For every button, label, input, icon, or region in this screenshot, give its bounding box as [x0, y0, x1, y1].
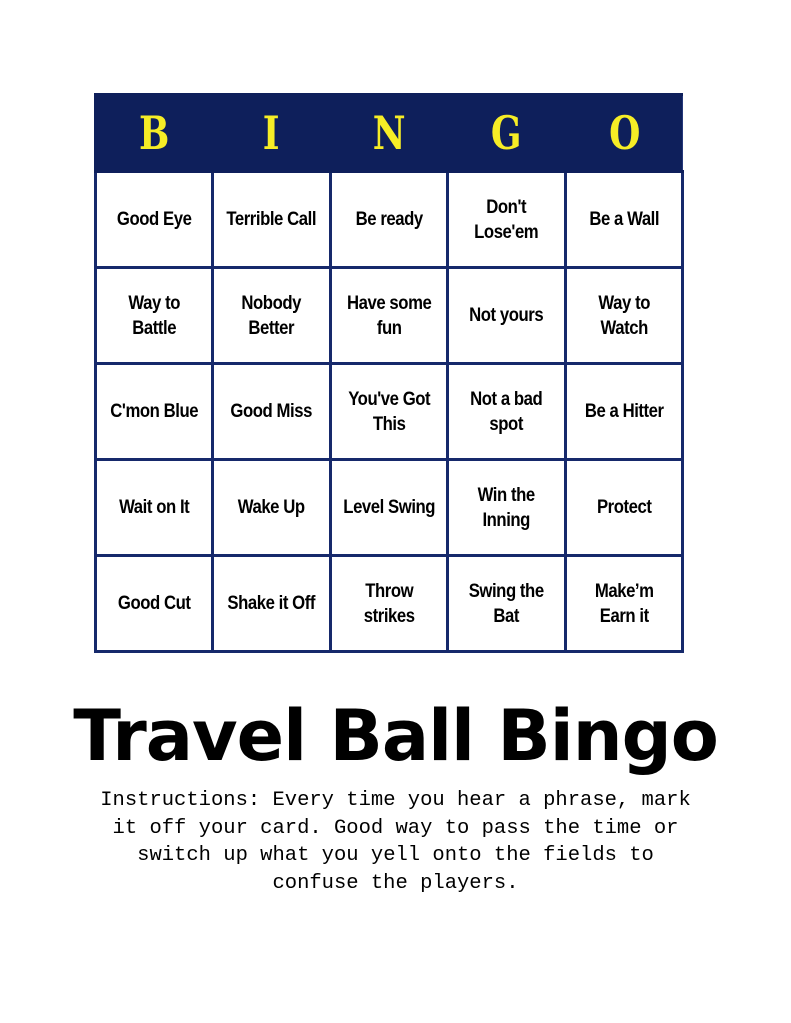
bingo-square[interactable] [213, 172, 330, 268]
bingo-square-text: Throw strikes [363, 580, 415, 627]
bingo-square-text: Level Swing [343, 497, 435, 518]
bingo-square[interactable] [213, 556, 330, 652]
instructions-text: Instructions: Every time you hear a phrase, mark it off your card. Good way to pass the time or switch up what you yell onto the fields to confuse the players. [100, 789, 691, 895]
bingo-square-text: Not yours [469, 305, 544, 326]
bingo-square-text: Don't Lose'em [474, 196, 539, 243]
bingo-square-text: Protect [596, 497, 652, 518]
bingo-square[interactable] [448, 460, 565, 556]
bingo-square[interactable] [330, 172, 447, 268]
bingo-square-text: Be a Wall [588, 209, 659, 230]
bingo-header-row [96, 95, 683, 172]
header-letter-o: O [608, 106, 640, 160]
bingo-square[interactable] [565, 172, 682, 268]
bingo-square-text: You've Got This [347, 388, 430, 435]
bingo-square-text: Way to Battle [128, 292, 180, 339]
bingo-square-text: Good Eye [116, 209, 192, 230]
bingo-square[interactable] [330, 460, 447, 556]
bingo-square[interactable] [330, 268, 447, 364]
bingo-square-text: Be a Hitter [584, 401, 664, 422]
bingo-row-4 [96, 460, 683, 556]
bingo-square[interactable] [213, 268, 330, 364]
bingo-square-text: C'mon Blue [110, 401, 199, 422]
bingo-row-1 [96, 172, 683, 268]
bingo-card [94, 93, 684, 653]
header-cell-n [330, 95, 447, 172]
bingo-square[interactable] [448, 268, 565, 364]
bingo-square[interactable] [565, 460, 682, 556]
bingo-square-text: Way to Watch [598, 292, 650, 339]
header-cell-g [448, 95, 565, 172]
bingo-square-text: Good Miss [230, 401, 313, 422]
bingo-square[interactable] [96, 460, 213, 556]
bingo-square-text: Nobody Better [241, 292, 302, 339]
bingo-square[interactable] [565, 364, 682, 460]
bingo-square[interactable] [330, 556, 447, 652]
header-letter-n: N [372, 106, 406, 160]
bingo-square[interactable] [213, 364, 330, 460]
bingo-square[interactable] [565, 268, 682, 364]
header-cell-i [213, 95, 330, 172]
bingo-square[interactable] [448, 556, 565, 652]
bingo-square-text: Shake it Off [227, 593, 316, 614]
bingo-square-text: Terrible Call [226, 209, 317, 230]
bingo-square-text: Make’m Earn it [594, 580, 654, 627]
header-letter-g: G [491, 106, 522, 160]
bingo-square[interactable] [96, 364, 213, 460]
header-letter-b: B [139, 106, 170, 160]
bingo-row-5 [96, 556, 683, 652]
bingo-square-text: Wake Up [238, 497, 306, 518]
bingo-square[interactable] [96, 556, 213, 652]
bingo-square-text: Have some fun [346, 292, 432, 339]
bingo-square[interactable] [448, 364, 565, 460]
bingo-square[interactable] [330, 364, 447, 460]
bingo-square-text: Swing the Bat [468, 580, 544, 627]
bingo-square[interactable] [96, 268, 213, 364]
bingo-row-2 [96, 268, 683, 364]
bingo-square-text: Win the Inning [477, 484, 535, 531]
bingo-square-text: Good Cut [117, 593, 191, 614]
header-cell-b [96, 95, 213, 172]
bingo-square[interactable] [448, 172, 565, 268]
header-letter-i: I [263, 106, 280, 160]
page-title: Travel Ball Bingo [73, 695, 718, 777]
bingo-square[interactable] [565, 556, 682, 652]
bingo-square-text: Be ready [355, 209, 423, 230]
bingo-square[interactable] [96, 172, 213, 268]
bingo-square-text: Wait on It [119, 497, 190, 518]
bingo-square[interactable] [213, 460, 330, 556]
bingo-row-3 [96, 364, 683, 460]
bingo-square-text: Not a bad spot [470, 388, 543, 435]
header-cell-o [565, 95, 682, 172]
